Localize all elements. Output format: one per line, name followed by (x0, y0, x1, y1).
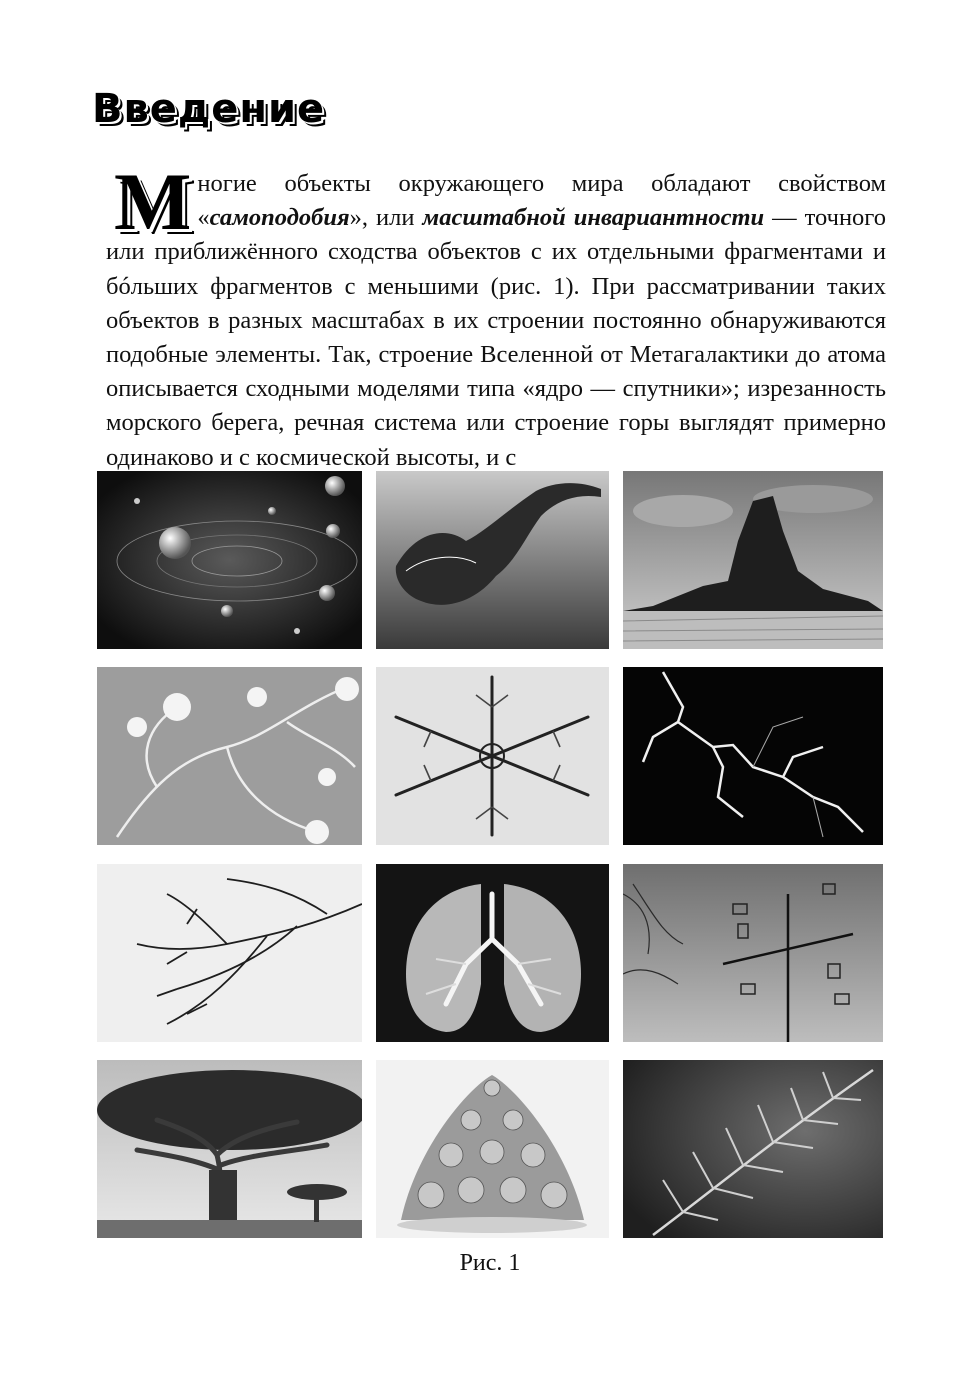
drop-cap: М (114, 156, 192, 247)
term-self-similarity: самоподобия (209, 204, 350, 232)
planets-image (97, 471, 362, 649)
dragon-tree-image (97, 1060, 362, 1238)
paragraph-text-3: — точного или приближённого сходства объектов с их отдельными фрагментами и бóльших фрагментов с меньшими (рис. 1). При рассматривании таких объектов в разных масштабах в их строении постоянно обнаруживаются подобные элементы. Так, строение Вселенной от Метагалактики до атома описывается сходными моделями типа «ядро — спутники»; изрезанность морского берега, речная система или строение горы выглядят примерно одинаково и с космической высоты, и с (106, 204, 886, 471)
fractal-image (97, 667, 362, 845)
fern-leaf-image (623, 1060, 883, 1238)
lungs-bronchi-image (376, 864, 609, 1042)
snowflake-image (376, 667, 609, 845)
figure-caption: Рис. 1 (459, 1250, 521, 1276)
river-branches-image (97, 864, 362, 1042)
coastline-island-image (376, 471, 609, 649)
paragraph-text-1: ногие объекты окружающего мира обладают свойством « (197, 170, 886, 232)
paragraph-text-2: », или (349, 204, 423, 232)
section-heading: Введение (92, 86, 326, 132)
romanesco-image (376, 1060, 609, 1238)
lightning-image (623, 667, 883, 845)
term-scale-invariance: масштабной инвариантности (422, 204, 765, 232)
mountain-peak-image (623, 471, 883, 649)
fractal-antenna-image (623, 864, 883, 1042)
